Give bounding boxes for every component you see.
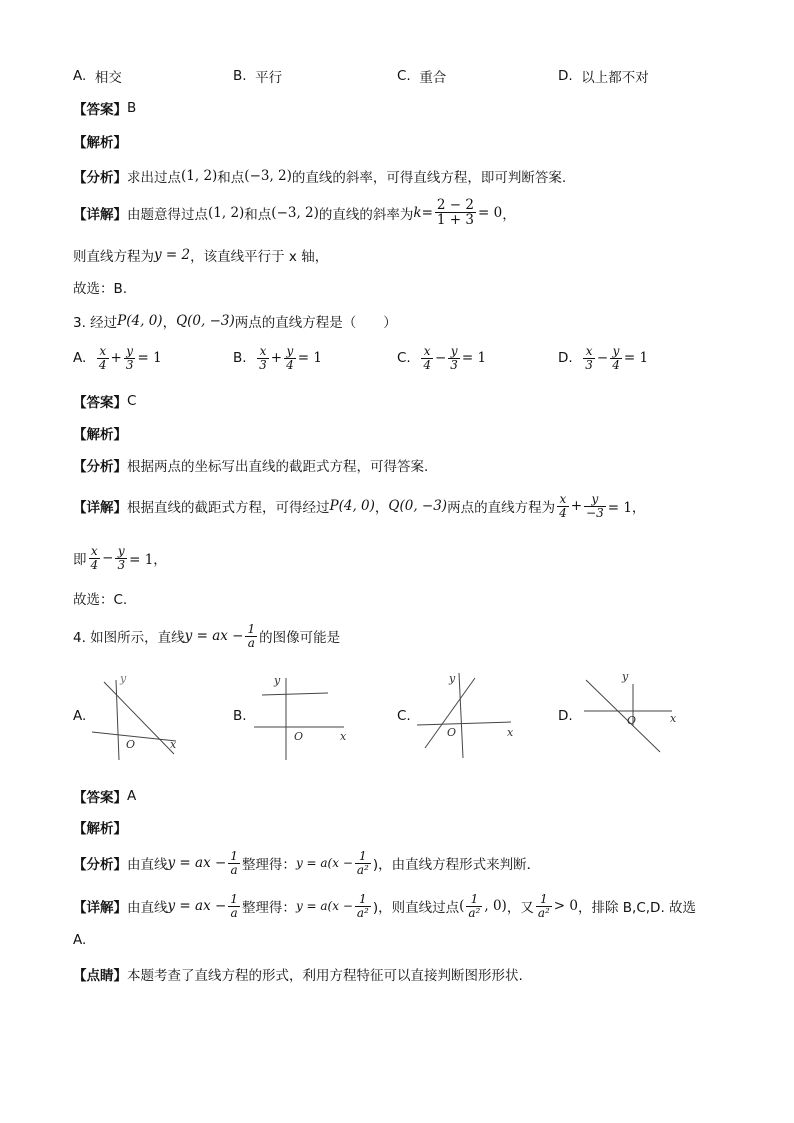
q2-choose: 故选：B. (73, 281, 128, 297)
q4-graph-c-label: C. (397, 708, 411, 724)
svg-text:x: x (670, 712, 677, 725)
q2-fenxi: 【分析】 求出过点 (1, 2) 和点 (−3, 2) 的直线的斜率，可得直线方程，即可判断答案. (73, 168, 567, 186)
q4-graph-d (576, 664, 686, 759)
q3-option-b: B. $\frac{x}{3}$ + $\frac{y}{4}$ = 1 (233, 344, 322, 372)
graph-line (104, 682, 174, 754)
q2-option-c: C. 重合 (397, 68, 447, 86)
svg-text:x: x (340, 730, 347, 743)
q3-option-d: D. $\frac{x}{3}$ − $\frac{y}{4}$ = 1 (558, 344, 649, 372)
q3-stem: 3. 经过 P(4, 0) ， Q(0, −3) 两点的直线方程是（ ） (73, 313, 397, 331)
q2-answer: 【答案】 B (73, 100, 137, 118)
svg-text:x: x (507, 726, 514, 739)
q4-graph-c (415, 668, 525, 763)
q2-option-a: A. 相交 (73, 68, 122, 86)
graph-line (586, 680, 660, 752)
svg-text:y: y (274, 674, 281, 687)
svg-text:O: O (294, 730, 304, 743)
y-axis (116, 680, 119, 760)
q2-option-d: D. 以上都不对 (558, 68, 649, 86)
y-axis (459, 673, 463, 758)
q4-graph-d-label: D. (558, 708, 573, 724)
q4-dianjing: 【点睛】 本题考查了直线方程的形式，利用方程特征可以直接判断图形形状. (73, 968, 523, 984)
svg-text:y: y (449, 672, 456, 685)
x-axis (417, 722, 511, 725)
q2-option-b: B. 平行 (233, 68, 283, 86)
slope-fraction: $\frac{2 - 2}{1 + 3}$ (436, 197, 474, 229)
q4-stem: 4. 如图所示，直线 y = ax − $\frac{1}{a}$ 的图像可能是 (73, 622, 341, 650)
q3-answer: 【答案】 C (73, 393, 137, 411)
q4-graph-b-label: B. (233, 708, 247, 724)
q3-fenxi: 【分析】 根据两点的坐标写出直线的截距式方程，可得答案. (73, 459, 429, 475)
q3-xiangjie: 【详解】 根据直线的截距式方程，可得经过 P(4, 0) ， Q(0, −3) 两点的直线方程为 $\frac{x}{4}$ + $\frac{y}{-3}$ = 1， (73, 492, 646, 520)
q3-ji: 即 $\frac{x}{4}$ − $\frac{y}{3}$ = 1， (73, 544, 167, 572)
svg-text:O: O (126, 738, 136, 751)
q3-choose: 故选：C. (73, 592, 128, 608)
q4-fenxi: 【分析】 由直线 y = ax − $\frac{1}{a}$ 整理得： y = a(x − $\frac{1}{\text{a²}}$ )，由直线方程形式来判断． (73, 849, 541, 877)
q2-xiangjie: 【详解】 由题意得过点 (1, 2) 和点 (−3, 2) 的直线的斜率为 k = $\frac{2 - 2}{1 + 3}$ = 0 ， (73, 197, 516, 229)
svg-text:O: O (447, 726, 457, 739)
svg-text:x: x (170, 738, 177, 751)
q2-jiexi: 【解析】 (73, 135, 127, 151)
q4-answer: 【答案】 A (73, 788, 137, 806)
q4-xiangjie-end: A. (73, 932, 87, 948)
graph-line (262, 693, 328, 695)
svg-text:y: y (622, 670, 629, 683)
q3-option-c: C. $\frac{x}{4}$ − $\frac{y}{3}$ = 1 (397, 344, 487, 372)
q4-graph-a-label: A. (73, 708, 87, 724)
q4-jiexi: 【解析】 (73, 821, 127, 837)
svg-text:O: O (627, 714, 637, 727)
q3-jiexi: 【解析】 (73, 427, 127, 443)
q4-xiangjie: 【详解】 由直线 y = ax − $\frac{1}{a}$ 整理得： y = a(x − $\frac{1}{\text{a²}}$ )，则直线过点 ( $\frac{1}{\text{a²}}$ , 0) ，又 $\frac{1}{\text{a²}}$ > 0 ，排除 B,C,D. 故选 (73, 892, 697, 920)
q3-option-a: A. $\frac{x}{4}$ + $\frac{y}{3}$ = 1 (73, 344, 162, 372)
q4-graph-b (252, 668, 362, 763)
svg-text:y: y (120, 672, 127, 685)
q4-graph-a (90, 668, 190, 763)
q2-line-equation: 则直线方程为 y = 2 ，该直线平行于 x 轴， (73, 247, 329, 265)
